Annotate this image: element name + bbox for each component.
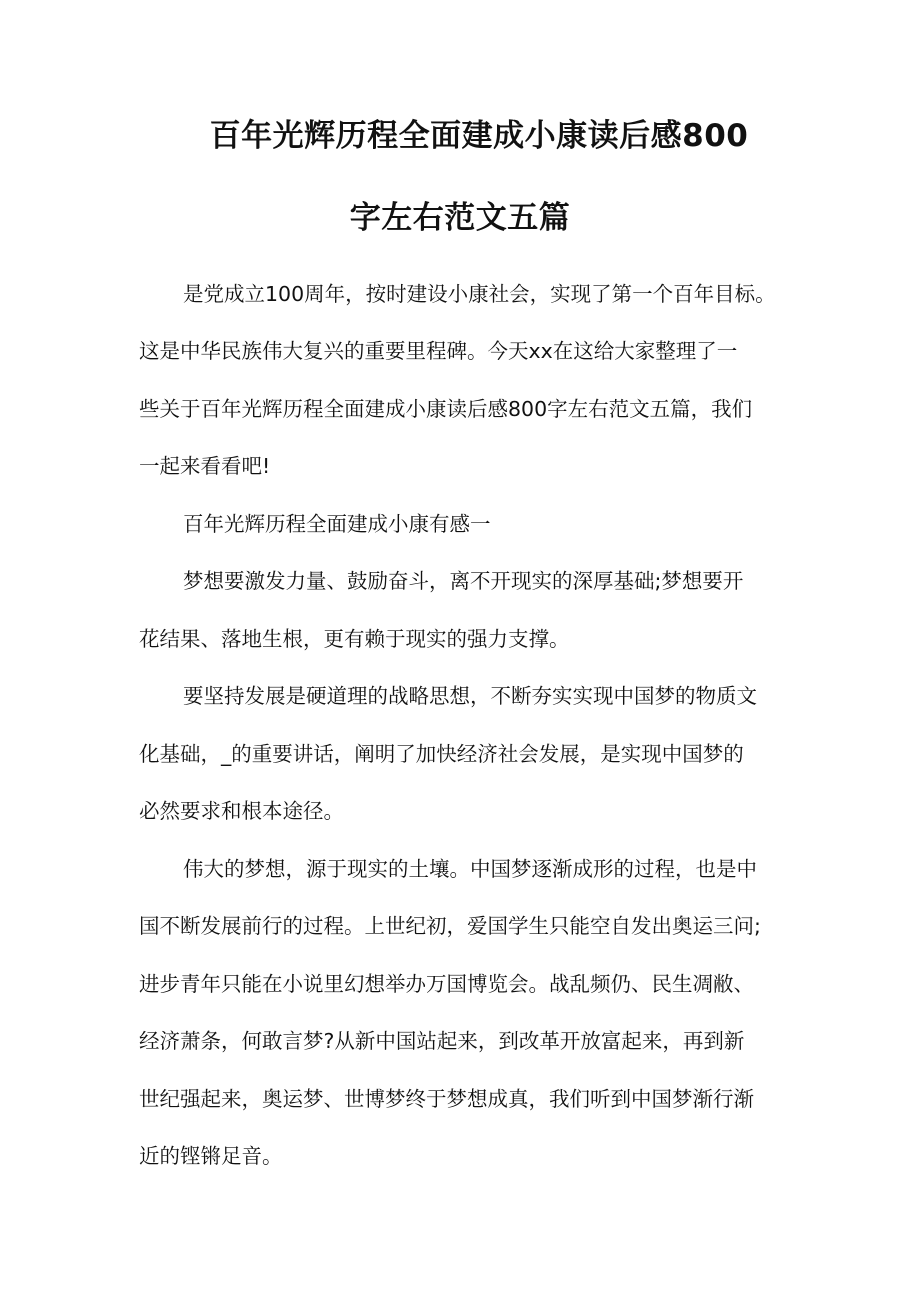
paragraph-line: 是党成立100周年，按时建设小康社会，实现了第一个百年目标。 — [183, 282, 776, 306]
paragraph-line: 要坚持发展是硬道理的战略思想，不断夯实实现中国梦的物质文 — [183, 684, 757, 708]
paragraph-line: 进步青年只能在小说里幻想举办万国博览会。战乱频仍、民生凋敝、 — [139, 972, 754, 996]
paragraph-line: 近的铿锵足音。 — [139, 1144, 283, 1168]
paragraph-line: 必然要求和根本途径。 — [139, 799, 344, 823]
paragraph-line: 经济萧条，何敢言梦?从新中国站起来，到改革开放富起来，再到新 — [139, 1029, 745, 1053]
document-title-line-1: 百年光辉历程全面建成小康读后感800 — [209, 118, 749, 154]
paragraph-line: 些关于百年光辉历程全面建成小康读后感800字左右范文五篇，我们 — [139, 397, 753, 421]
document-title-line-2: 字左右范文五篇 — [349, 200, 571, 236]
section-heading: 百年光辉历程全面建成小康有感一 — [183, 512, 491, 536]
paragraph-line: 这是中华民族伟大复兴的重要里程碑。今天xx在这给大家整理了一 — [139, 339, 738, 363]
paragraph-line: 世纪强起来，奥运梦、世博梦终于梦想成真，我们听到中国梦渐行渐 — [139, 1087, 754, 1111]
paragraph-line: 国不断发展前行的过程。上世纪初，爱国学生只能空自发出奥运三问; — [139, 914, 761, 938]
paragraph-line: 花结果、落地生根，更有赖于现实的强力支撑。 — [139, 627, 570, 651]
paragraph-line: 一起来看看吧! — [139, 454, 271, 478]
paragraph-line: 梦想要激发力量、鼓励奋斗，离不开现实的深厚基础;梦想要开 — [183, 569, 744, 593]
paragraph-line: 化基础，_的重要讲话，阐明了加快经济社会发展，是实现中国梦的 — [139, 742, 744, 766]
paragraph-line: 伟大的梦想，源于现实的土壤。中国梦逐渐成形的过程，也是中 — [183, 857, 757, 881]
